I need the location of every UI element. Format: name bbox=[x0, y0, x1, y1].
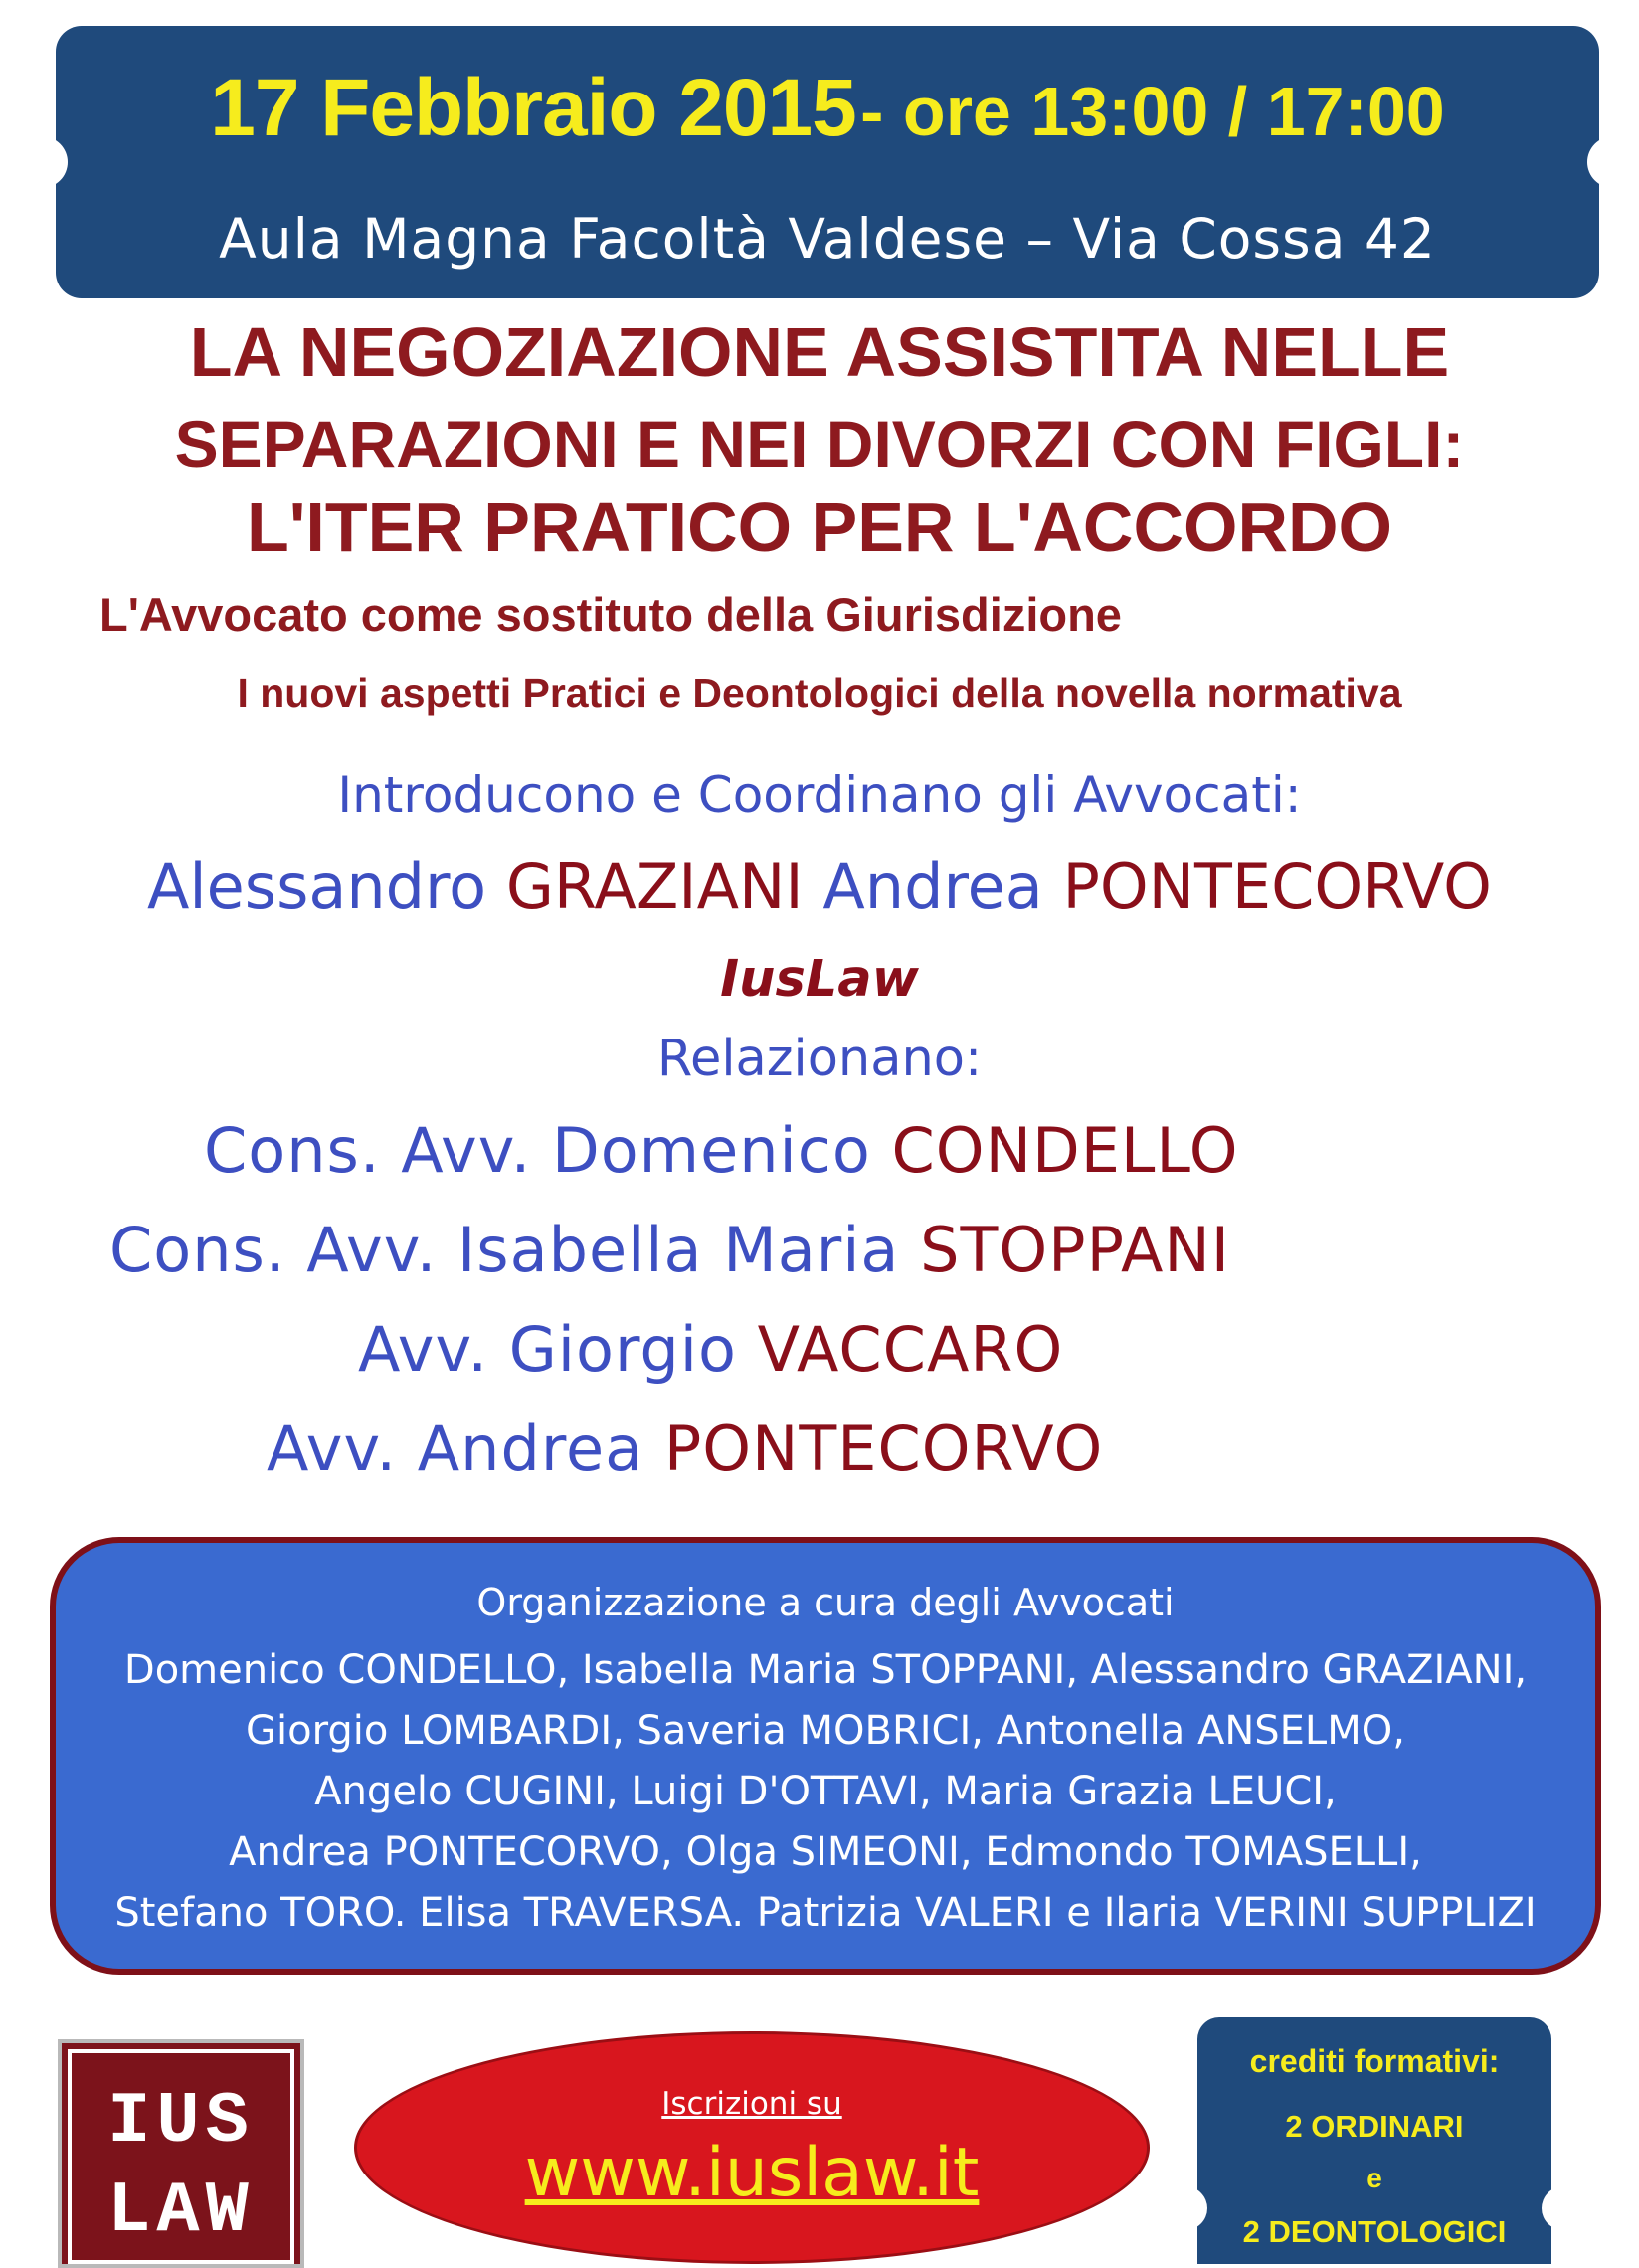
credits-badge bbox=[1197, 2017, 1551, 2264]
speaker-item bbox=[358, 1313, 1063, 1386]
coordinators-intro: Introducono e Coordinano gli Avvocati: bbox=[337, 766, 1302, 824]
coordinator-1-first: Alessandro bbox=[147, 850, 487, 923]
subtitle-line-2: I nuovi aspetti Pratici e Deontologici della novella normativa bbox=[237, 670, 1402, 716]
title-line-1: LA NEGOZIAZIONE ASSISTITA NELLE bbox=[189, 313, 1450, 391]
logo-text-bottom: LAW bbox=[107, 2171, 255, 2252]
event-header-banner bbox=[56, 26, 1599, 298]
logo-frame bbox=[68, 2049, 294, 2264]
credits-conjunction: e bbox=[1366, 2163, 1382, 2193]
logo-text-top: IUS bbox=[107, 2081, 255, 2163]
event-date: 17 Febbraio 2015 bbox=[210, 63, 856, 153]
coordinator-1-last: GRAZIANI bbox=[505, 850, 804, 923]
organization-line: Angelo CUGINI, Luigi D'OTTAVI, Maria Grazia LEUCI, bbox=[314, 1769, 1337, 1814]
speaker-surname: CONDELLO bbox=[891, 1114, 1239, 1187]
speaker-surname: PONTECORVO bbox=[663, 1413, 1104, 1485]
organization-line: Giorgio LOMBARDI, Saveria MOBRICI, Antonella ANSELMO, bbox=[246, 1708, 1405, 1754]
registration-link[interactable]: www.iuslaw.it bbox=[524, 2134, 980, 2212]
coordinator-2-last: PONTECORVO bbox=[1062, 850, 1492, 923]
speaker-item bbox=[267, 1413, 1103, 1485]
organization-title: Organizzazione a cura degli Avvocati bbox=[476, 1581, 1175, 1624]
organization-box bbox=[50, 1537, 1601, 1975]
speaker-surname: VACCARO bbox=[757, 1313, 1064, 1386]
title-line-3: L'ITER PRATICO PER L'ACCORDO bbox=[247, 488, 1392, 566]
registration-label: Iscrizioni su bbox=[661, 2086, 842, 2122]
title-line-2: SEPARAZIONI E NEI DIVORZI CON FIGLI: bbox=[174, 407, 1465, 480]
organization-line: Stefano TORO. Elisa TRAVERSA. Patrizia VALERI e Ilaria VERINI SUPPLIZI bbox=[114, 1890, 1537, 1936]
organization-line: Domenico CONDELLO, Isabella Maria STOPPANI, Alessandro GRAZIANI, bbox=[123, 1647, 1528, 1693]
coordinator-2-first: Andrea bbox=[822, 850, 1043, 923]
event-time: - ore 13:00 / 17:00 bbox=[860, 73, 1445, 150]
speaker-prefix: Avv. Andrea bbox=[267, 1413, 644, 1485]
speaker-item bbox=[204, 1114, 1239, 1187]
organization-line: Andrea PONTECORVO, Olga SIMEONI, Edmondo TOMASELLI, bbox=[229, 1829, 1422, 1875]
speaker-prefix: Avv. Giorgio bbox=[358, 1313, 737, 1386]
credits-ordinary: 2 ORDINARI bbox=[1285, 2109, 1464, 2144]
coordinators-org: IusLaw bbox=[720, 950, 919, 1009]
speaker-surname: STOPPANI bbox=[920, 1214, 1231, 1286]
speaker-item bbox=[109, 1214, 1230, 1286]
speaker-prefix: Cons. Avv. Domenico bbox=[204, 1114, 871, 1187]
credits-deontological: 2 DEONTOLOGICI bbox=[1242, 2214, 1507, 2249]
speaker-prefix: Cons. Avv. Isabella Maria bbox=[109, 1214, 900, 1286]
speakers-heading: Relazionano: bbox=[656, 1030, 983, 1088]
event-venue: Aula Magna Facoltà Valdese – Via Cossa 42 bbox=[219, 207, 1436, 271]
subtitle-line-1: L'Avvocato come sostituto della Giurisdizione bbox=[99, 588, 1122, 641]
iuslaw-logo bbox=[58, 2039, 304, 2268]
registration-oval[interactable] bbox=[354, 2031, 1150, 2264]
event-date-line bbox=[56, 62, 1599, 155]
credits-title: crediti formativi: bbox=[1249, 2043, 1500, 2079]
coordinators-names bbox=[0, 850, 1639, 923]
